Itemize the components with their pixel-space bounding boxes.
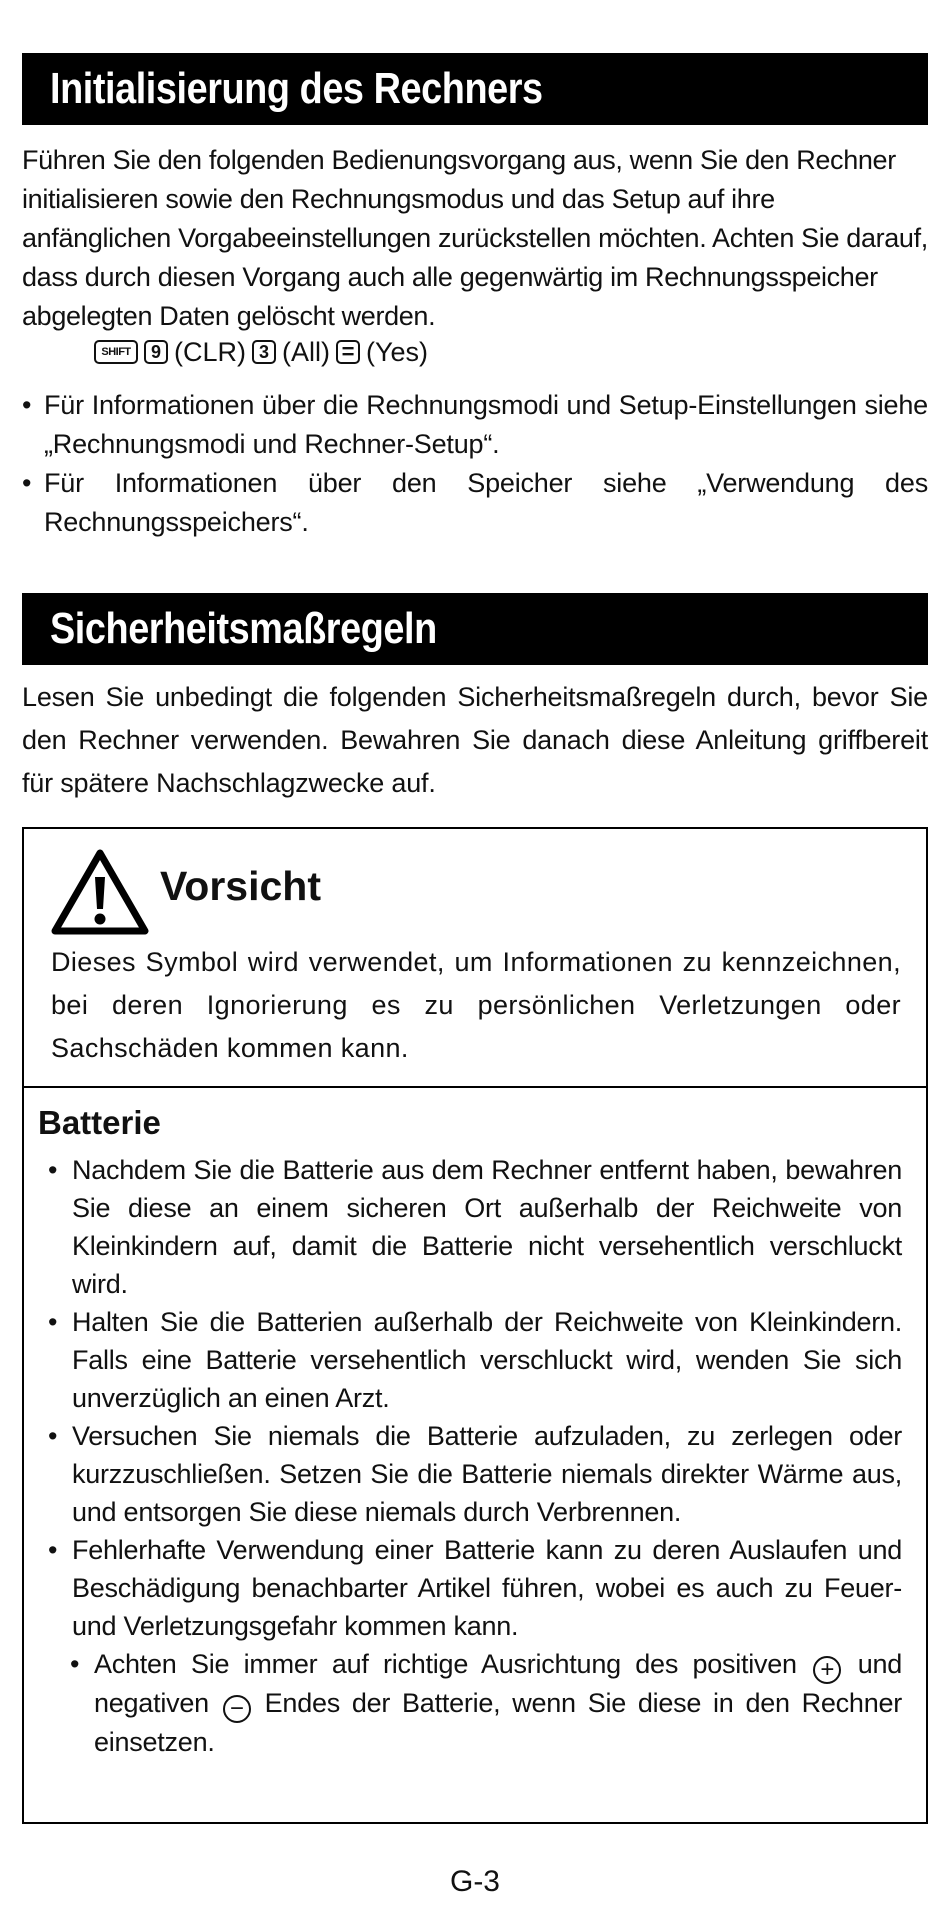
key-sequence [94, 334, 428, 370]
initialization-paragraph: Führen Sie den folgenden Bedienungsvorgang aus, wenn Sie den Rechner initialisieren sowie den Rechnungsmodus und das Setup auf ihre anfänglichen Vorgabeeinstellungen zurückstellen möchten. Achten Sie darauf, dass durch diesen Vorgang auch alle gegenwärtig im Rechnungsspeicher abgelegten Daten gelöscht werden. [22, 145, 928, 331]
minus-icon: − [223, 1695, 251, 1723]
all-label: (All) [282, 337, 330, 367]
battery-item: • Nachdem Sie die Batterie aus dem Rechner entfernt haben, bewahren Sie diese an einem sicheren Ort außerhalb der Reichweite von Kleinkindern auf, damit die Batterie nicht versehentlich verschluckt wird. [48, 1151, 902, 1303]
battery-item: • Halten Sie die Batterien außerhalb der Reichweite von Kleinkindern. Falls eine Batterie versehentlich verschluckt wird, wenden Sie sich unverzüglich an einen Arzt. [48, 1303, 902, 1417]
caution-text: Dieses Symbol wird verwendet, um Informationen zu kennzeichnen, bei deren Ignorierung es zu persönlichen Verletzungen oder Sachschäden kommen kann. [51, 947, 901, 1063]
section-heading-safety: Sicherheitsmaßregeln [22, 593, 928, 665]
yes-label: (Yes) [366, 337, 429, 367]
clr-label: (CLR) [174, 337, 246, 367]
caution-box [22, 827, 928, 1824]
key-9: 9 [144, 340, 168, 364]
caution-heading: Vorsicht [160, 863, 321, 909]
plus-icon: + [813, 1656, 841, 1684]
bullet-item: • Für Informationen über den Speicher siehe „Verwendung des Rechnungsspeichers“. [22, 464, 928, 542]
battery-list [48, 1151, 902, 1761]
battery-item: • Versuchen Sie niemals die Batterie aufzuladen, zu zerlegen oder kurzzuschließen. Setzen Sie die Batterie niemals direkter Wärme aus, und entsorgen Sie diese niemals durch Verbrennen. [48, 1417, 902, 1531]
warning-triangle-icon [50, 847, 150, 937]
page-number: G-3 [449, 1865, 500, 1898]
safety-paragraph: Lesen Sie unbedingt die folgenden Sicherheitsmaßregeln durch, bevor Sie den Rechner verwenden. Bewahren Sie danach diese Anleitung griffbereit für spätere Nachschlagzwecke auf. [22, 682, 928, 798]
battery-item: • Fehlerhafte Verwendung einer Batterie kann zu deren Auslaufen und Beschädigung benachbarter Artikel führen, wobei es auch zu Feuer- und Verletzungsgefahr kommen kann. [48, 1531, 902, 1645]
box-divider [24, 1086, 926, 1088]
section-heading-initialization: Initialisierung des Rechners [22, 53, 928, 125]
battery-heading: Batterie [38, 1104, 161, 1141]
key-3: 3 [252, 340, 276, 364]
bullet-item: • Für Informationen über die Rechnungsmodi und Setup-Einstellungen siehe „Rechnungsmodi und Rechner-Setup“. [22, 386, 928, 464]
equals-key: = [336, 340, 360, 364]
battery-subitem: • Achten Sie immer auf richtige Ausrichtung des positiven + und negativen − Endes der Batterie, wenn Sie diese in den Rechner einsetzen. [70, 1645, 902, 1761]
shift-key: SHIFT [94, 340, 138, 364]
initialization-bullets [22, 386, 928, 542]
